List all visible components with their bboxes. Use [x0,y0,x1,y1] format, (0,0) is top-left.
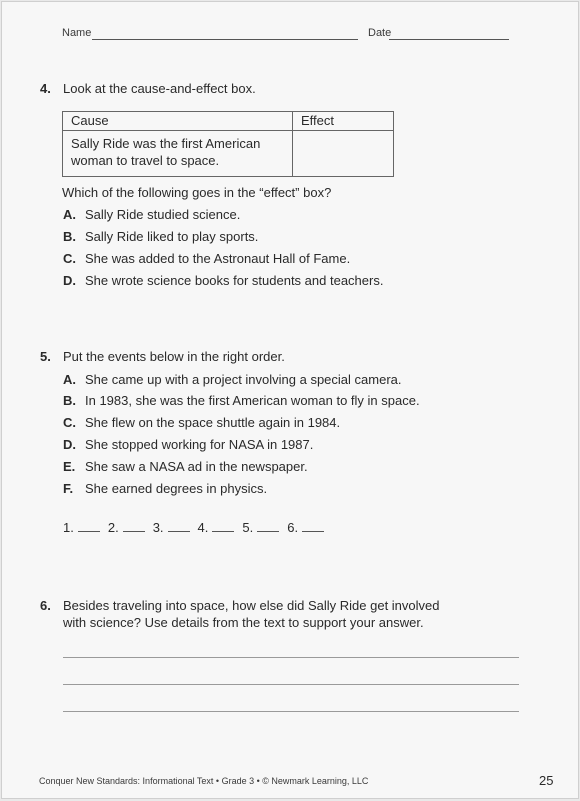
event-text: She saw a NASA ad in the newspaper. [85,459,308,474]
answer-line-1[interactable] [63,657,519,658]
order-label-6: 6. [287,520,299,535]
name-line[interactable] [92,39,358,40]
option-text: She was added to the Astronaut Hall of Fame. [85,251,351,266]
question-number: 4. [40,81,51,96]
option-letter: B. [63,229,76,244]
event-text: She flew on the space shuttle again in 1984. [85,415,341,430]
order-label-1: 1. [63,520,74,535]
option-letter: C. [63,251,76,266]
name-label: Name [62,27,92,39]
date-label: Date [368,27,392,39]
event-text: In 1983, she was the first American woman to fly in space. [85,393,420,408]
cause-line-1: Sally Ride was the first American [71,136,261,151]
cause-effect-table [62,111,394,177]
question-prompt: Put the events below in the right order. [63,349,285,364]
order-blank-4[interactable] [212,520,234,532]
event-letter: F. [63,481,74,496]
option-a[interactable] [63,207,240,222]
option-text: She wrote science books for students and teachers. [85,273,384,288]
event-text: She came up with a project involving a special camera. [85,372,402,387]
cause-line-2: woman to travel to space. [71,153,220,168]
effect-header: Effect [293,112,394,131]
cause-header: Cause [63,112,293,131]
event-letter: B. [63,393,76,408]
event-text: She stopped working for NASA in 1987. [85,437,314,452]
event-c [63,415,340,430]
page-number: 25 [539,773,554,788]
option-letter: D. [63,273,76,288]
order-label-2: 2. [107,520,119,535]
event-f [63,481,267,496]
event-letter: E. [63,459,76,474]
question-4-stem: Which of the following goes in the “effect” box? [62,185,332,200]
order-blank-6[interactable] [302,520,324,532]
event-e [63,459,308,474]
event-a [63,372,402,387]
date-line[interactable] [389,39,509,40]
option-text: Sally Ride liked to play sports. [85,229,259,244]
event-letter: D. [63,437,76,452]
event-b [63,393,420,408]
option-c[interactable] [63,251,350,266]
order-blank-5[interactable] [257,520,279,532]
event-d [63,437,313,452]
page-header [62,26,522,42]
question-prompt: Look at the cause-and-effect box. [63,81,256,96]
event-letter: A. [63,372,76,387]
order-answer-row [63,520,332,535]
option-b[interactable] [63,229,258,244]
answer-line-2[interactable] [63,684,519,685]
answer-line-3[interactable] [63,711,519,712]
question-prompt-line-2: with science? Use details from the text to support your answer. [63,615,424,630]
order-blank-3[interactable] [168,520,190,532]
event-letter: C. [63,415,76,430]
order-label-4: 4. [197,520,209,535]
effect-cell[interactable] [293,131,394,177]
question-prompt-line-1: Besides traveling into space, how else did Sally Ride get involved [63,598,440,613]
worksheet-page [1,1,579,799]
question-number: 5. [40,349,51,364]
option-text: Sally Ride studied science. [85,207,241,222]
event-text: She earned degrees in physics. [85,481,268,496]
option-d[interactable] [63,273,383,288]
cause-cell [63,131,293,177]
order-blank-2[interactable] [123,520,145,532]
order-label-3: 3. [152,520,164,535]
order-blank-1[interactable] [78,520,100,532]
order-label-5: 5. [242,520,254,535]
footer-credit: Conquer New Standards: Informational Text • Grade 3 • © Newmark Learning, LLC [39,776,369,786]
option-letter: A. [63,207,76,222]
question-number: 6. [40,598,51,613]
